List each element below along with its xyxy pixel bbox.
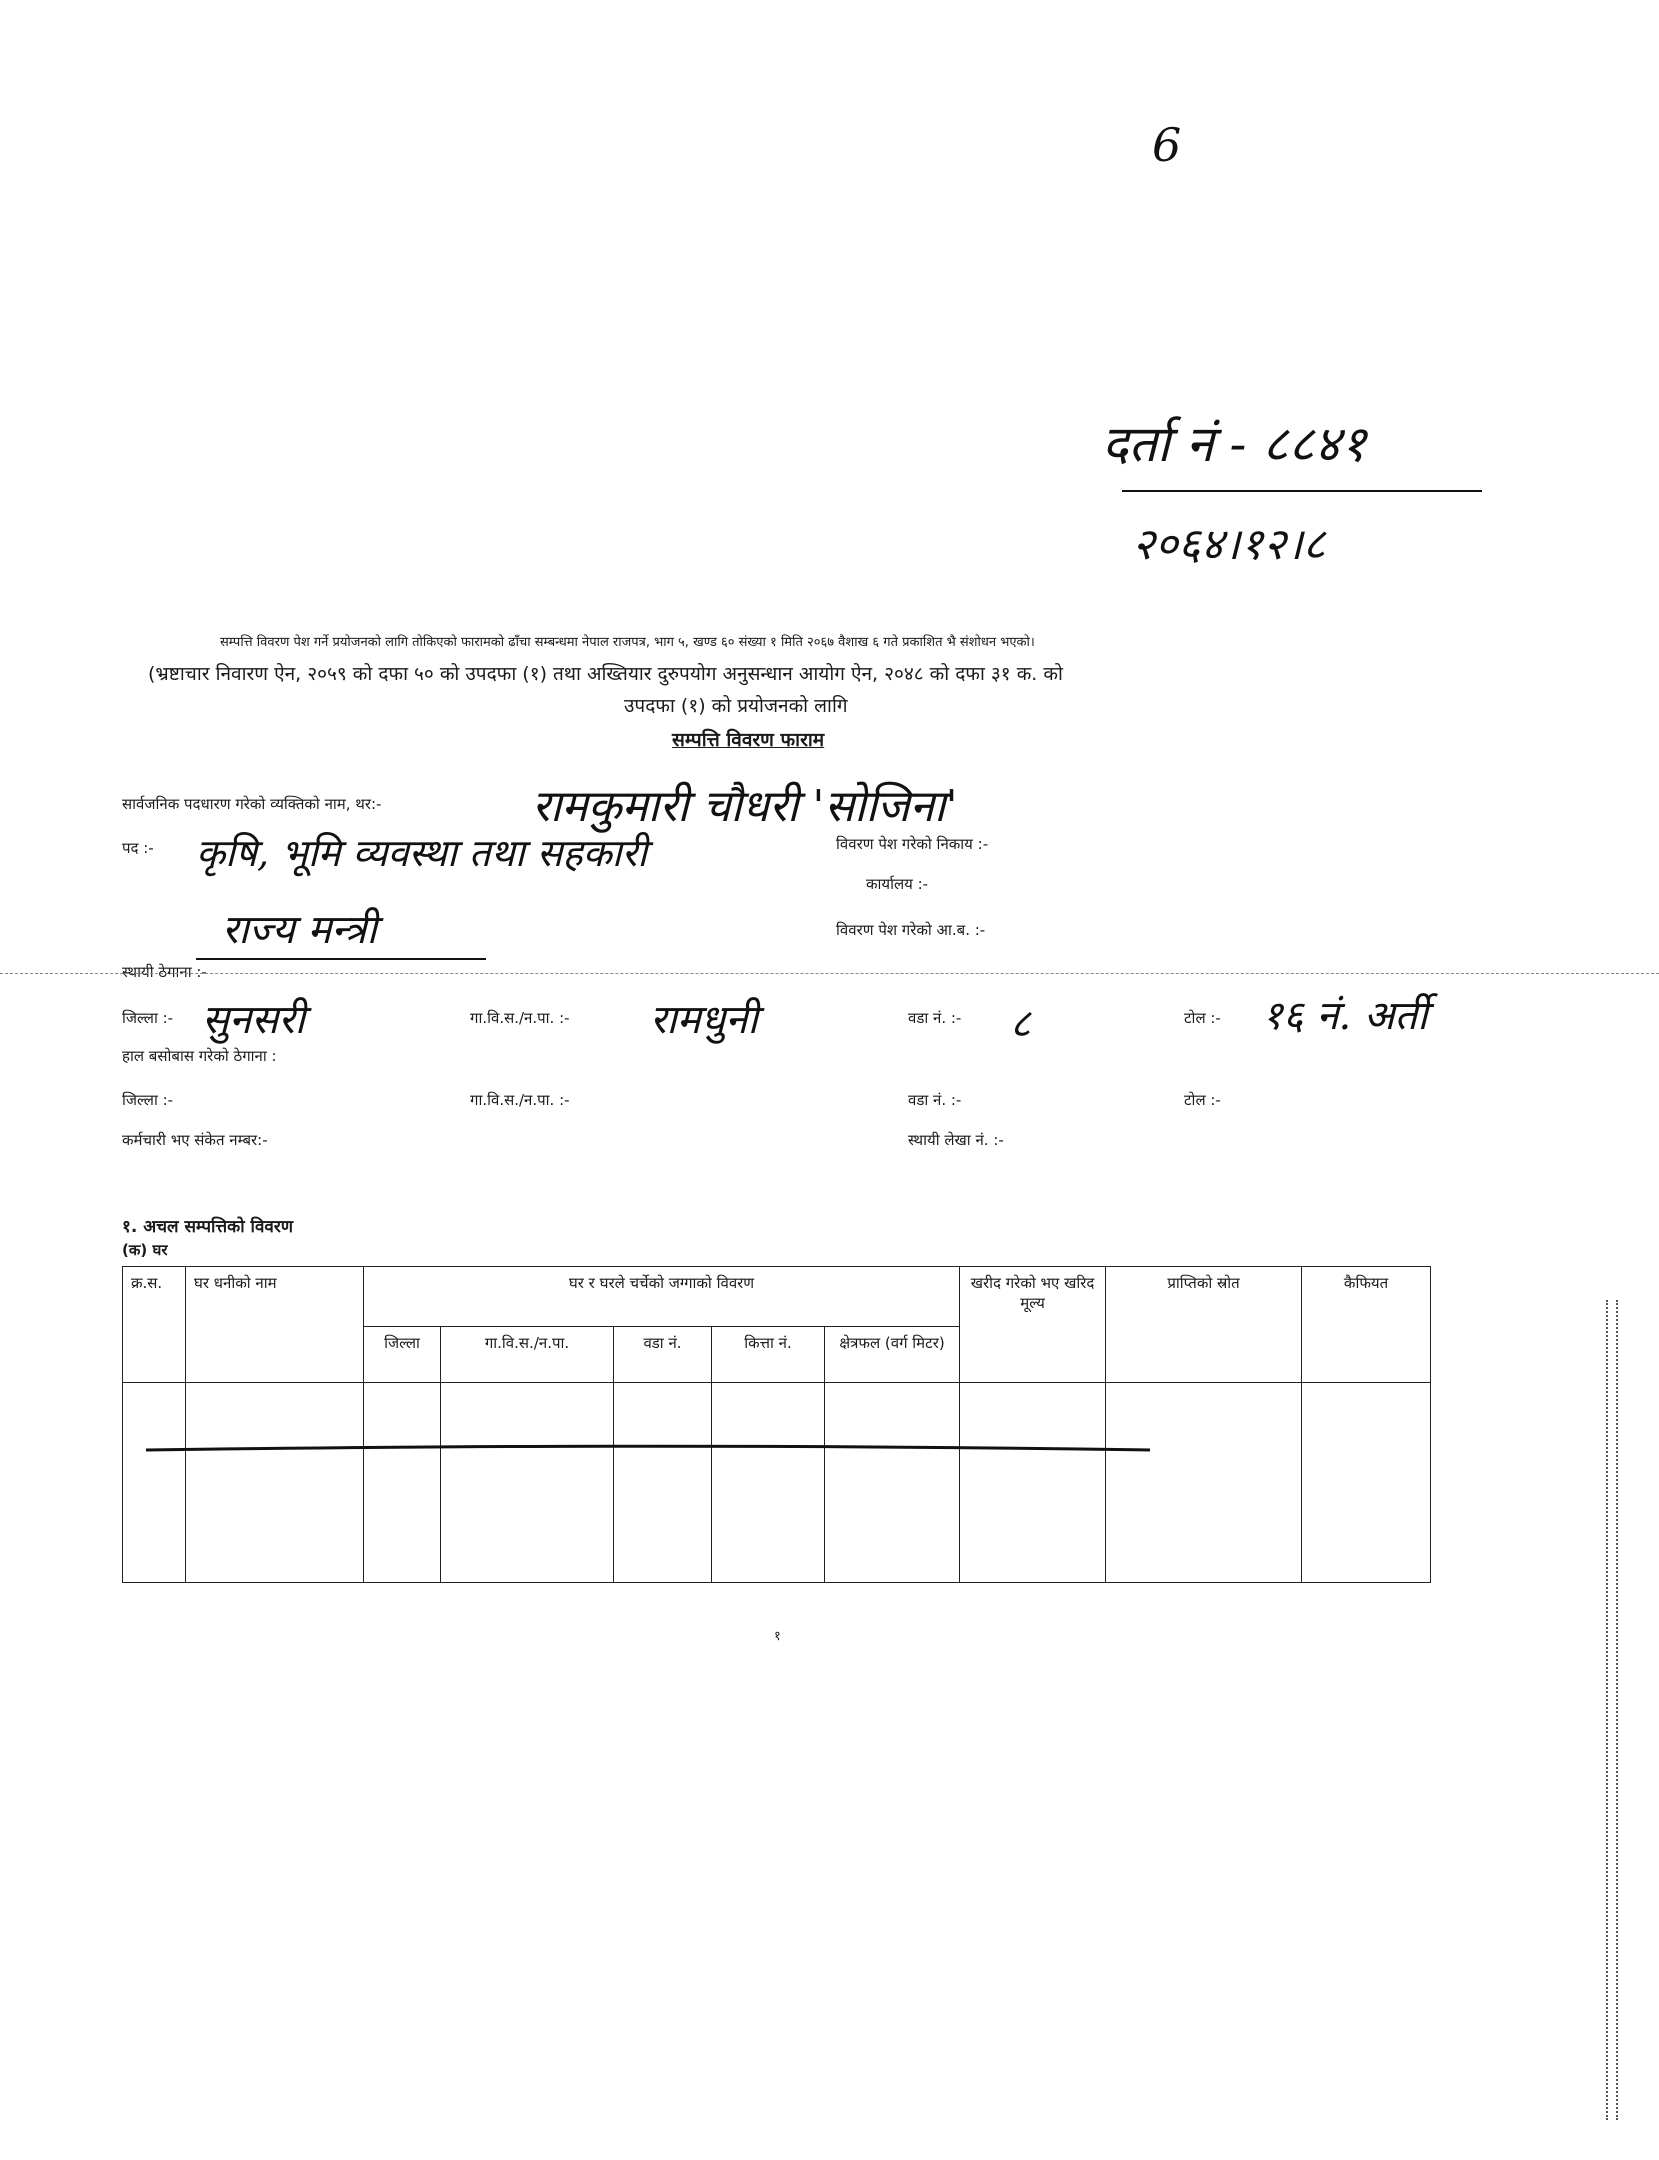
fiscal-year-label: विवरण पेश गरेको आ.ब. :- [836,921,986,939]
ward2-label: वडा नं. :- [908,1091,962,1109]
footer-page-number: १ [774,1629,781,1644]
post-value-line2: राज्य मन्त्री [222,907,377,953]
col-header-sn: क्र.स. [123,1267,186,1383]
district-value: सुनसरी [202,997,305,1043]
name-value: रामकुमारी चौधरी 'सोजिना' [532,781,958,832]
act-reference-line2: उपदफा (१) को प्रयोजनको लागि [624,695,848,717]
post-underline [196,958,486,960]
house-property-table [122,1266,1431,1583]
subheader-area: क्षेत्रफल (वर्ग मिटर) [825,1327,960,1383]
col-header-house-land: घर र घरले चर्चेको जग्गाको विवरण [364,1267,960,1327]
separator-line [0,973,1659,974]
employee-code-label: कर्मचारी भए संकेत नम्बर:- [122,1131,268,1149]
registration-divider [1122,490,1482,492]
col-header-source: प्राप्तिको स्रोत [1106,1267,1302,1383]
post-label: पद :- [122,839,154,857]
permanent-address-label: स्थायी ठेगाना :- [122,963,207,981]
scan-edge-mark [1606,1300,1610,2120]
tole2-label: टोल :- [1184,1091,1221,1109]
tole-value: १६ नं. अर्ती [1262,993,1428,1039]
col-header-purchase-price: खरीद गरेको भए खरिद मूल्य [960,1267,1106,1383]
table-row [123,1383,1431,1583]
act-reference-line1: (भ्रष्टाचार निवारण ऐन, २०५९ को दफा ५० को उपदफा (१) तथा अख्तियार दुरुपयोग अनुसन्धान आयोग ऐन, २०४८ को दफा ३१ क. को [148,663,1063,685]
office-label: कार्यालय :- [866,875,929,893]
vdc2-label: गा.वि.स./न.पा. :- [470,1091,570,1109]
form-title: सम्पत्ति विवरण फाराम [672,729,825,751]
vdc-value: रामधुनी [650,997,758,1043]
scan-edge-mark [1616,1300,1620,2120]
registration-date: २०६४।१२।८ [1132,519,1326,570]
district2-label: जिल्ला :- [122,1091,174,1109]
subheader-district: जिल्ला [364,1327,441,1383]
tole-label: टोल :- [1184,1009,1221,1027]
submitting-body-label: विवरण पेश गरेको निकाय :- [836,835,989,853]
col-header-owner: घर धनीको नाम [186,1267,364,1383]
gazette-notice: सम्पत्ति विवरण पेश गर्ने प्रयोजनको लागि तोकिएको फारामको ढाँचा सम्बन्धमा नेपाल राजपत्र, भाग ५, खण्ड ६० संख्या १ मिति २०६७ वैशाख ६ गते प्रकाशित भै संशोधन भएको। [220,635,1035,650]
ward-label: वडा नं. :- [908,1009,962,1027]
pan-label: स्थायी लेखा नं. :- [908,1131,1004,1149]
subheader-kitta: कित्ता नं. [712,1327,825,1383]
ward-value: ८ [1010,1001,1031,1047]
section-title: १. अचल सम्पत्तिको विवरण [122,1217,294,1237]
subheader-ward: वडा नं. [614,1327,712,1383]
registration-number: दर्ता नं - ८८४१ [1102,415,1367,473]
post-value-line1: कृषि, भूमि व्यवस्था तथा सहकारी [196,831,648,875]
handwritten-page-number: 6 [1152,118,1182,172]
col-header-remarks: कैफियत [1302,1267,1431,1383]
strike-through-line [140,1440,1160,1460]
subheader-vdc: गा.वि.स./न.पा. [441,1327,614,1383]
section-subtitle: (क) घर [122,1241,168,1259]
current-address-label: हाल बसोबास गरेको ठेगाना : [122,1047,277,1065]
vdc-label: गा.वि.स./न.पा. :- [470,1009,570,1027]
district-label: जिल्ला :- [122,1009,174,1027]
name-label: सार्वजनिक पदधारण गरेको व्यक्तिको नाम, थर:- [122,795,382,813]
